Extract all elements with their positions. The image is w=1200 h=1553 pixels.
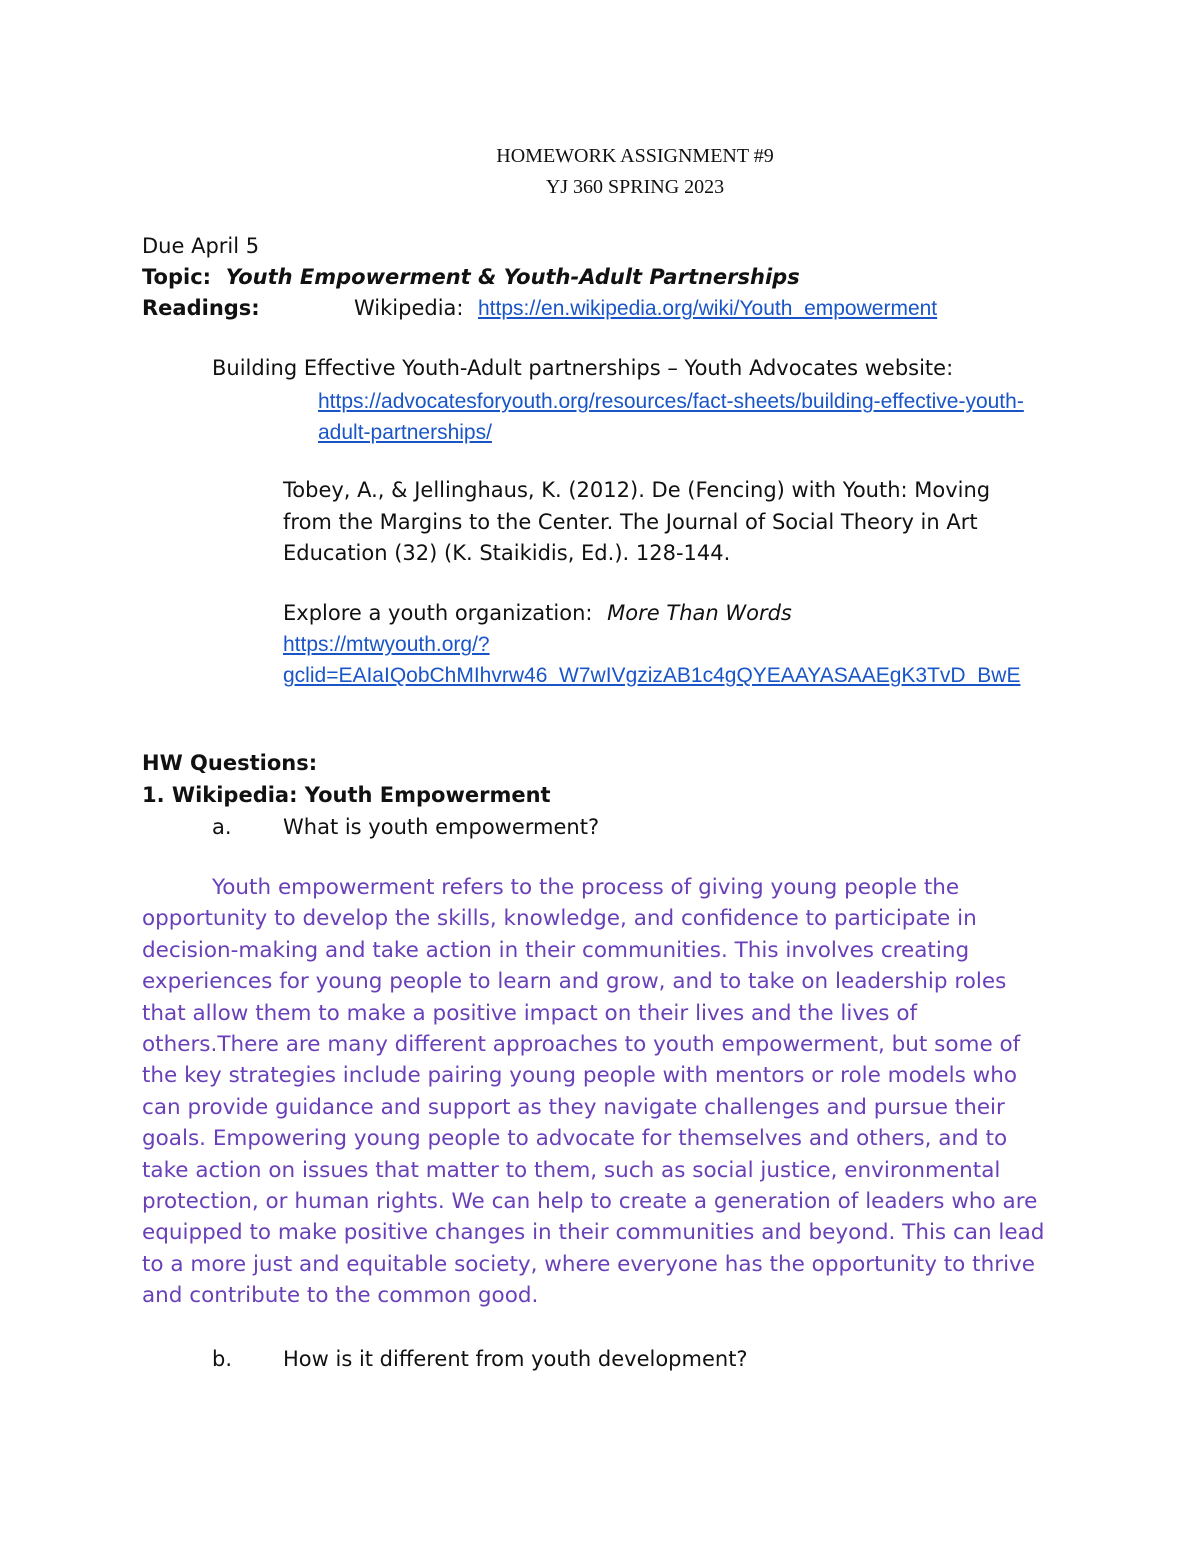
answer-line: to a more just and equitable society, where everyone has the opportunity to thrive <box>142 1251 1035 1277</box>
readings-wiki-label: Wikipedia: <box>354 296 464 320</box>
answer-line: equipped to make positive changes in their communities and beyond. This can lead <box>142 1220 1045 1246</box>
wikipedia-link[interactable]: https://en.wikipedia.org/wiki/Youth_empowerment <box>478 297 938 320</box>
answer-paragraph <box>142 872 1137 1312</box>
answer-line: take action on issues that matter to them, such as social justice, environmental <box>142 1157 1001 1183</box>
answer-line: can provide guidance and support as they navigate challenges and pursue their <box>142 1094 1005 1120</box>
answer-line: protection, or human rights. We can help to create a generation of leaders who are <box>142 1189 1038 1215</box>
mtw-link-line1[interactable]: https://mtwyouth.org/? <box>283 633 490 656</box>
answer-line: Youth empowerment refers to the process of giving young people the <box>212 875 960 900</box>
question-a-text: What is youth empowerment? <box>283 815 600 839</box>
answer-line: goals. Empowering young people to advocate for themselves and others, and to <box>142 1126 1008 1152</box>
partnerships-reading: Building Effective Youth-Adult partnerships – Youth Advocates website: <box>212 356 954 380</box>
question-b-text: How is it different from youth development? <box>283 1347 748 1371</box>
questions-heading: HW Questions: <box>142 751 318 775</box>
course-name: YJ 360 SPRING 2023 <box>545 176 725 198</box>
citation-line: Education (32) (K. Staikidis, Ed.). 128-144. <box>283 541 731 565</box>
answer-line: that allow them to make a positive impact on their lives and the lives of <box>142 1000 918 1026</box>
section-heading: 1. Wikipedia: Youth Empowerment <box>142 783 551 807</box>
answer-line: and contribute to the common good. <box>142 1283 539 1309</box>
explore-label: Explore a youth organization: <box>283 601 593 625</box>
readings-label: Readings: <box>142 296 260 320</box>
question-a-marker: a. <box>212 815 232 839</box>
advocates-link-line1[interactable]: https://advocatesforyouth.org/resources/fact-sheets/building-effective-youth- <box>318 390 1024 413</box>
question-b-marker: b. <box>212 1347 233 1371</box>
citation-line: Tobey, A., & Jellinghaus, K. (2012). De (Fencing) with Youth: Moving <box>283 478 991 502</box>
answer-line: opportunity to develop the skills, knowledge, and confidence to participate in <box>142 906 977 932</box>
due-date: Due April 5 <box>142 234 260 258</box>
answer-line: the key strategies include pairing young people with mentors or role models who <box>142 1063 1017 1089</box>
topic-label: Topic: <box>142 265 212 289</box>
citation-line: from the Margins to the Center. The Journal of Social Theory in Art <box>283 510 978 534</box>
advocates-link-line2[interactable]: adult-partnerships/ <box>318 421 492 444</box>
answer-line: others.There are many different approaches to youth empowerment, but some of <box>142 1032 1021 1058</box>
explore-line <box>283 598 792 629</box>
mtw-link-line2[interactable]: gclid=EAIaIQobChMIhvrw46_W7wIVgzizAB1c4gQYEAAYASAAEgK3TvD_BwE <box>283 664 1021 687</box>
explore-organization: More Than Words <box>607 601 792 625</box>
topic-line <box>142 262 800 293</box>
answer-line: experiences for young people to learn and grow, and to take on leadership roles <box>142 969 1007 995</box>
answer-line: decision-making and take action in their communities. This involves creating <box>142 937 970 963</box>
document-title: HOMEWORK ASSIGNMENT #9 <box>496 145 774 167</box>
topic-value: Youth Empowerment & Youth-Adult Partnerships <box>225 265 800 289</box>
